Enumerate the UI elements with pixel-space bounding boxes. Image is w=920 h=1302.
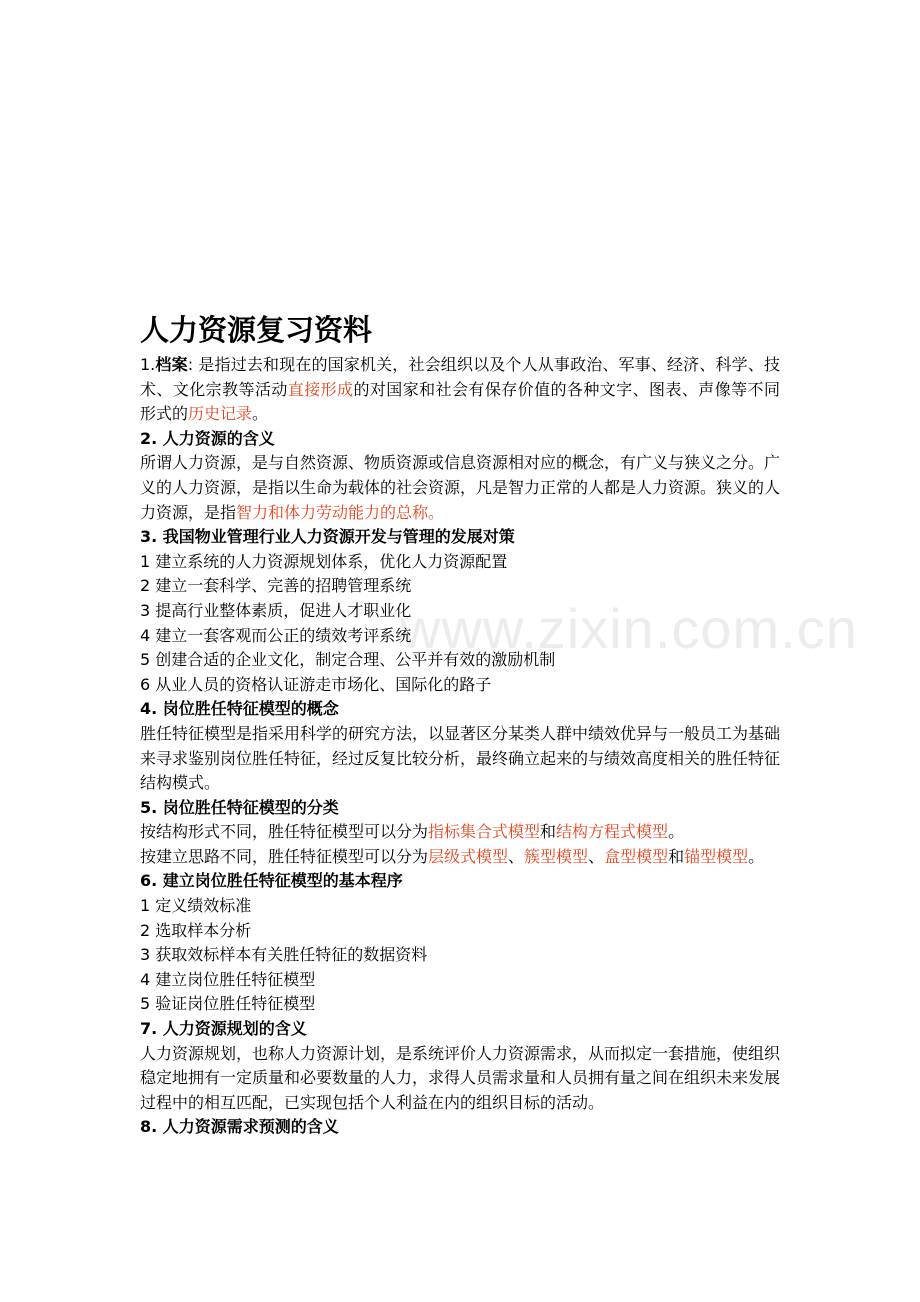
document-body [140, 307, 780, 1140]
section-5-line-1-text-b: 和 [540, 822, 557, 842]
section-1-number: 1. [140, 355, 156, 374]
list-item: 4 建立岗位胜任特征模型 [140, 969, 316, 989]
section-5-line-2-text-e: 。 [748, 846, 765, 866]
section-5-line-1-text-a: 按结构形式不同，胜任特征模型可以分为 [140, 822, 429, 842]
section-2-heading: 2. 人力资源的含义 [140, 428, 275, 448]
section-5-line-2-text-d: 和 [668, 846, 685, 866]
section-1-paragraph [140, 353, 780, 427]
section-7-paragraph: 人力资源规划，也称人力资源计划，是系统评价人力资源需求，从而拟定一套措施，使组织稳定地拥有一定质量和必要数量的人力，求得人员需求量和人员拥有量之间在组织未来发展过程中的相互匹配，已实现包括个人利益在内的组织目标的活动。 [140, 1043, 781, 1112]
section-5-highlight-anchor-model: 锚型模型 [684, 846, 749, 866]
section-5-highlight-equation-model: 结构方程式模型 [556, 822, 669, 842]
section-2-paragraph [140, 451, 780, 525]
section-1-text-b: 的对国家和社会有保存价值的各种文字、图表、声像等不同形式的 [140, 379, 780, 424]
section-5-line-1-text-c: 。 [668, 822, 685, 842]
section-6-heading: 6. 建立岗位胜任特征模型的基本程序 [140, 871, 403, 891]
section-1-term: 档案 [155, 355, 188, 374]
page-title: 人力资源复习资料 [140, 313, 373, 347]
section-5-line-2 [140, 845, 780, 870]
list-item: 2 建立一套科学、完善的招聘管理系统 [140, 576, 412, 596]
section-4-heading: 4. 岗位胜任特征模型的概念 [140, 699, 339, 719]
section-1-highlight-b: 历史记录 [188, 404, 253, 424]
section-1-text-a: : 是指过去和现在的国家机关，社会组织以及个人从事政治、军事、经济、科学、技术、文化宗教等活动 [140, 355, 780, 399]
watermark: www.zixin.com.cn [400, 597, 858, 660]
section-2-highlight: 智力和体力劳动能力的总称。 [236, 502, 445, 522]
section-1-text-c: 。 [252, 404, 269, 424]
section-4-paragraph: 胜任特征模型是指采用科学的研究方法，以显著区分某类人群中绩效优异与一般员工为基础来寻求鉴别岗位胜任特征，经过反复比较分析，最终确立起来的与绩效高度相关的胜任特征结构模式。 [140, 723, 781, 793]
section-5-line-2-text-b: 、 [508, 846, 525, 866]
section-2-text: 所谓人力资源，是与自然资源、物质资源或信息资源相对应的概念，有广义与狭义之分。广义的人力资源，是指以生命为载体的社会资源，凡是智力正常的人都是人力资源。狭义的人力资源，是指 [140, 453, 781, 522]
section-3-heading: 3. 我国物业管理行业人力资源开发与管理的发展对策 [140, 527, 515, 547]
section-5-line-2-text-a: 按建立思路不同，胜任特征模型可以分为 [140, 846, 429, 866]
section-8-heading: 8. 人力资源需求预测的含义 [140, 1117, 339, 1137]
section-5-highlight-level-model: 层级式模型 [428, 846, 509, 866]
list-item: 1 建立系统的人力资源规划体系，优化人力资源配置 [140, 551, 508, 571]
section-5-heading: 5. 岗位胜任特征模型的分类 [140, 797, 339, 817]
list-item: 6 从业人员的资格认证游走市场化、国际化的路子 [140, 674, 492, 694]
list-item: 3 提高行业整体素质，促进人才职业化 [140, 600, 412, 620]
list-item: 2 选取样本分析 [140, 920, 252, 940]
list-item: 5 创建合适的企业文化，制定合理、公平并有效的激励机制 [140, 650, 556, 670]
list-item: 3 获取效标样本有关胜任特征的数据资料 [140, 945, 428, 965]
section-1-highlight-a: 直接形成 [287, 379, 354, 399]
section-5-highlight-box-model: 盒型模型 [604, 846, 669, 866]
section-7-heading: 7. 人力资源规划的含义 [140, 1019, 307, 1039]
list-item: 5 验证岗位胜任特征模型 [140, 994, 316, 1014]
list-item: 1 定义绩效标准 [140, 896, 252, 916]
section-5-highlight-cluster-model: 簇型模型 [524, 846, 589, 866]
section-5-highlight-indicator-model: 指标集合式模型 [428, 822, 541, 842]
list-item: 4 建立一套客观而公正的绩效考评系统 [140, 625, 412, 645]
section-5-line-1 [140, 820, 780, 845]
section-5-line-2-text-c: 、 [588, 846, 605, 866]
